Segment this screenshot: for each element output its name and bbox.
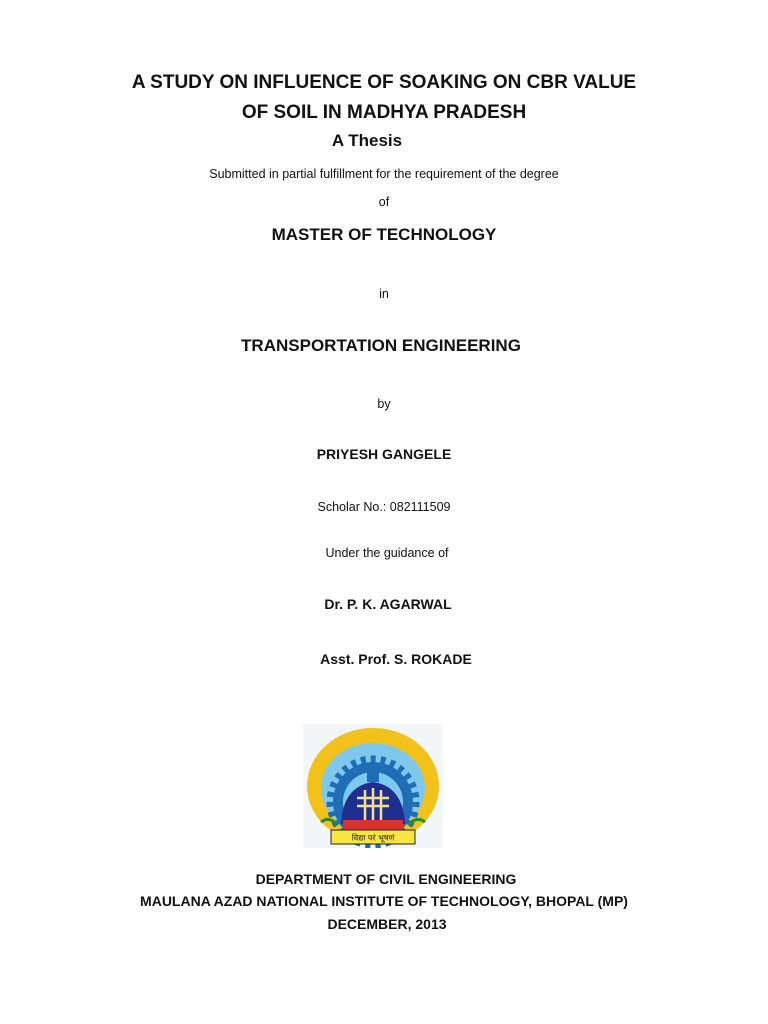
of-text: of: [378, 195, 390, 209]
scholar-number: Scholar No.: 082111509: [317, 500, 451, 514]
by-text: by: [377, 397, 391, 411]
submission-date: DECEMBER, 2013: [327, 916, 447, 932]
thesis-title-line-2: OF SOIL IN MADHYA PRADESH: [241, 102, 527, 123]
department-name: DEPARTMENT OF CIVIL ENGINEERING: [255, 871, 517, 887]
author-name: PRIYESH GANGELE: [316, 446, 452, 462]
submission-statement: Submitted in partial fulfillment for the requirement of the degree: [209, 167, 559, 181]
institute-name: MAULANA AZAD NATIONAL INSTITUTE OF TECHNOLOGY, BHOPAL (MP): [140, 893, 628, 909]
guide-2: Asst. Prof. S. ROKADE: [320, 651, 472, 667]
institute-emblem-icon: [303, 724, 443, 848]
branch-name: TRANSPORTATION ENGINEERING: [241, 336, 521, 355]
guide-1: Dr. P. K. AGARWAL: [324, 596, 452, 612]
svg-text:विद्या परं भूषणं: विद्या परं भूषणं: [351, 833, 395, 843]
degree-name: MASTER OF TECHNOLOGY: [271, 225, 497, 244]
thesis-title-line-1: A STUDY ON INFLUENCE OF SOAKING ON CBR VALUE: [131, 72, 637, 93]
institute-logo: [303, 724, 443, 848]
in-text: in: [379, 287, 389, 301]
thesis-subtitle: A Thesis: [331, 131, 403, 150]
guidance-label: Under the guidance of: [325, 546, 449, 560]
